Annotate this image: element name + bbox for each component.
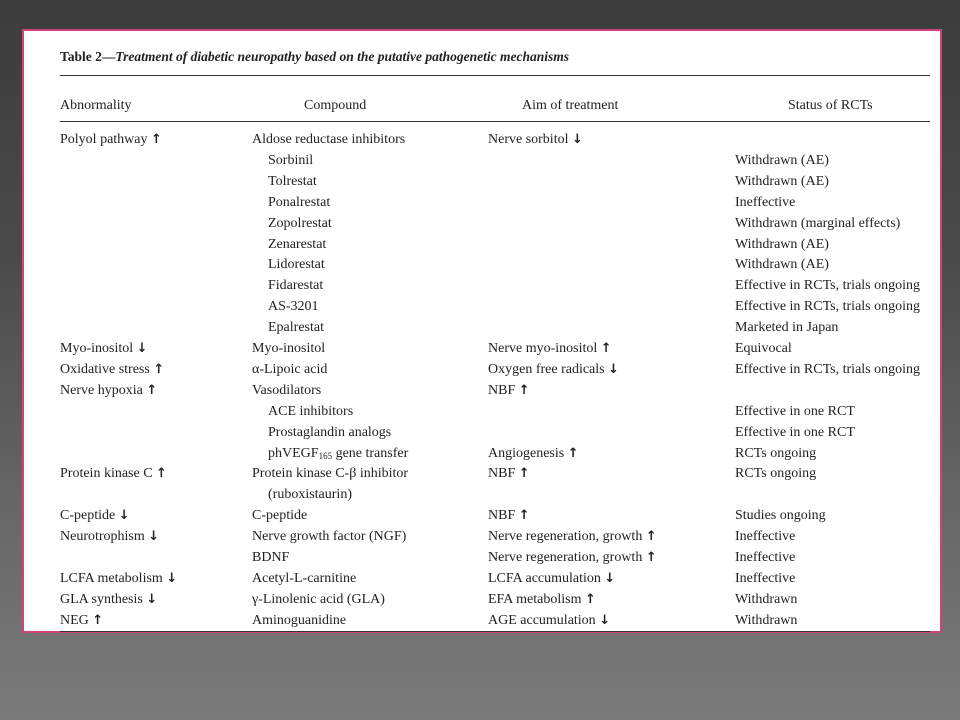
status-cell: RCTs ongoing: [735, 445, 817, 461]
table-row: [24, 296, 940, 317]
aim-cell: NBF ↑: [488, 508, 530, 524]
compound-cell: BDNF: [252, 550, 290, 565]
compound-cell: Vasodilators: [252, 382, 322, 398]
status-cell: Withdrawn (AE): [735, 257, 829, 273]
status-cell: Ineffective: [735, 550, 796, 565]
status-cell: Marketed in Japan: [735, 320, 839, 336]
compound-cell: Aldose reductase inhibitors: [252, 132, 406, 147]
table-bottom-rule: [60, 631, 930, 632]
status-cell: Ineffective: [735, 194, 796, 210]
table-row: [24, 610, 940, 631]
table-caption-title: Treatment of diabetic neuropathy based on the putative pathogenetic mechanisms: [115, 49, 570, 64]
table-row: [24, 317, 940, 338]
abnormality-cell: NEG ↑: [60, 612, 104, 628]
aim-cell: AGE accumulation ↓: [488, 612, 611, 628]
abnormality-cell: Oxidative stress ↑: [60, 361, 165, 377]
status-cell: Studies ongoing: [735, 508, 826, 524]
status-cell: Effective in RCTs, trials ongoing: [735, 361, 921, 377]
aim-cell: Nerve regeneration, growth ↑: [488, 550, 657, 565]
abnormality-cell: C-peptide ↓: [60, 508, 130, 524]
status-cell: Effective in RCTs, trials ongoing: [735, 299, 921, 315]
compound-cell: AS-3201: [268, 299, 319, 315]
compound-cell: Myo-inositol: [252, 341, 326, 356]
table-row: [24, 338, 940, 359]
table-row: [24, 129, 940, 150]
abnormality-cell: Protein kinase C ↑: [60, 466, 167, 482]
table-row: [24, 380, 940, 401]
table-row: [24, 192, 940, 213]
abnormality-cell: LCFA metabolism ↓: [60, 570, 178, 586]
aim-cell: Nerve regeneration, growth ↑: [488, 529, 657, 545]
compound-cell: C-peptide: [252, 508, 308, 524]
status-cell: Withdrawn (AE): [735, 152, 829, 168]
compound-cell: Zenarestat: [268, 236, 327, 252]
compound-cell: Protein kinase C-β inhibitor: [252, 466, 409, 482]
table-row: [24, 484, 940, 505]
compound-cell: Tolrestat: [268, 173, 317, 189]
compound-cell: Lidorestat: [268, 257, 325, 273]
table-row: [24, 589, 940, 610]
table-row: [24, 171, 940, 192]
compound-cell: γ-Linolenic acid (GLA): [252, 591, 385, 607]
table-top-rule: [60, 75, 930, 76]
compound-cell: Aminoguanidine: [252, 612, 347, 628]
table-row: [24, 568, 940, 589]
status-cell: Effective in RCTs, trials ongoing: [735, 278, 921, 294]
aim-cell: Oxygen free radicals ↓: [488, 361, 620, 377]
status-cell: Withdrawn (marginal effects): [735, 215, 901, 231]
status-cell: Withdrawn: [735, 612, 798, 628]
status-cell: Withdrawn: [735, 591, 798, 607]
abnormality-cell: Myo-inositol ↓: [60, 341, 148, 356]
compound-cell: ACE inhibitors: [268, 403, 354, 419]
table-row: [24, 463, 940, 484]
status-cell: RCTs ongoing: [735, 466, 817, 482]
status-cell: Withdrawn (AE): [735, 236, 829, 252]
table-row: [24, 505, 940, 526]
status-cell: Ineffective: [735, 529, 796, 545]
table-row: [24, 422, 940, 443]
table-row: [24, 401, 940, 422]
aim-cell: LCFA accumulation ↓: [488, 570, 616, 586]
aim-cell: EFA metabolism ↑: [488, 591, 596, 607]
compound-cell: Zopolrestat: [268, 215, 332, 231]
compound-cell: (ruboxistaurin): [268, 487, 352, 503]
aim-cell: NBF ↑: [488, 382, 530, 398]
aim-cell: Nerve sorbitol ↓: [488, 132, 583, 147]
compound-cell: Ponalrestat: [268, 194, 331, 210]
compound-cell: Epalrestat: [268, 320, 324, 336]
status-cell: Effective in one RCT: [735, 424, 855, 440]
compound-cell: phVEGF$_{165}$ gene transfer: [268, 445, 409, 461]
table-header-rule: [60, 121, 930, 122]
table-row: [24, 254, 940, 275]
abnormality-cell: Nerve hypoxia ↑: [60, 382, 158, 398]
status-cell: Equivocal: [735, 341, 792, 356]
compound-cell: Nerve growth factor (NGF): [252, 529, 407, 545]
compound-cell: Prostaglandin analogs: [268, 424, 392, 440]
status-cell: Effective in one RCT: [735, 403, 855, 419]
header-compound: Compound: [304, 98, 367, 113]
table-row: [24, 234, 940, 255]
header-abnormality: Abnormality: [60, 98, 132, 113]
compound-cell: Fidarestat: [268, 278, 324, 294]
table-row: [24, 275, 940, 296]
abnormality-cell: Neurotrophism ↓: [60, 529, 160, 545]
table-row: [24, 547, 940, 568]
status-cell: Withdrawn (AE): [735, 173, 829, 189]
compound-cell: Sorbinil: [268, 152, 314, 168]
status-cell: Ineffective: [735, 570, 796, 586]
aim-cell: Angiogenesis ↑: [488, 445, 579, 461]
compound-cell: Acetyl-L-carnitine: [252, 570, 357, 586]
table-caption-lead: Table 2—: [60, 49, 116, 64]
header-status: Status of RCTs: [788, 98, 873, 113]
table-row: [24, 213, 940, 234]
aim-cell: NBF ↑: [488, 466, 530, 482]
header-aim: Aim of treatment: [522, 98, 619, 113]
aim-cell: Nerve myo-inositol ↑: [488, 341, 612, 356]
slide-content-frame: [22, 29, 942, 633]
table-caption: [60, 49, 569, 65]
table-row: [24, 443, 940, 464]
compound-cell: α-Lipoic acid: [252, 361, 328, 377]
table-row: [24, 150, 940, 171]
abnormality-cell: GLA synthesis ↓: [60, 591, 158, 607]
abnormality-cell: Polyol pathway ↑: [60, 132, 162, 147]
table-row: [24, 526, 940, 547]
table-row: [24, 359, 940, 380]
